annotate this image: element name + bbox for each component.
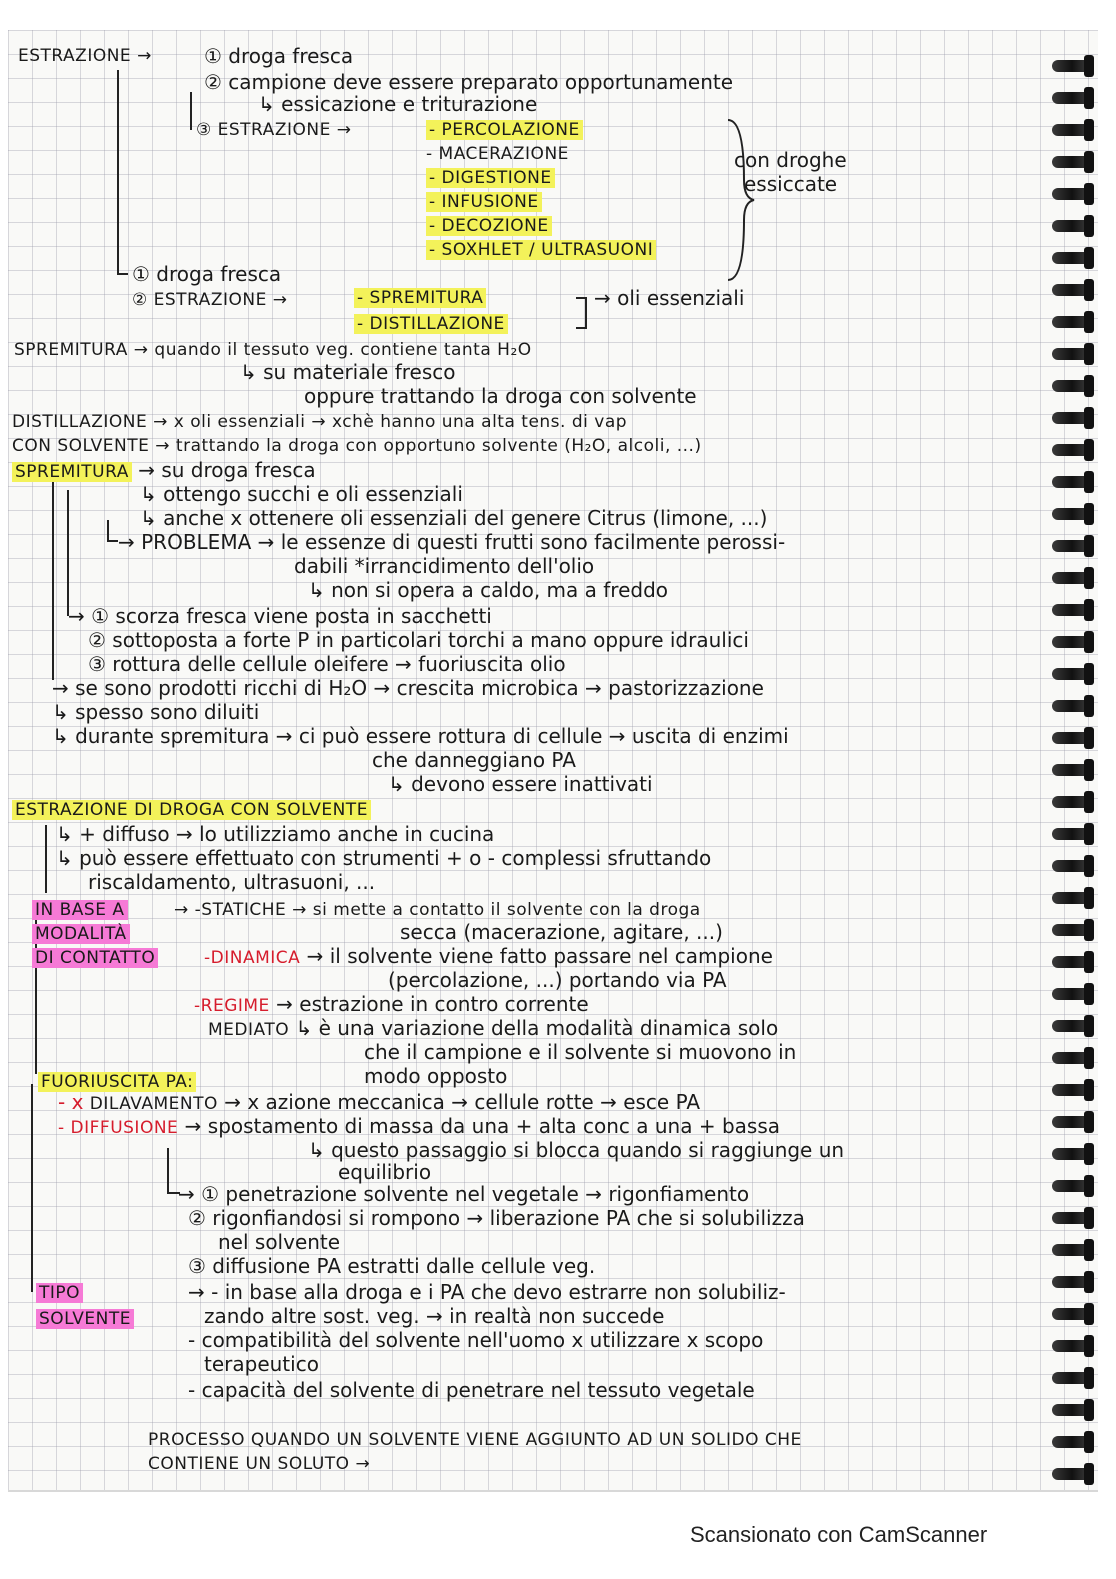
line-droga-fresca-2: ① droga fresca bbox=[132, 262, 282, 286]
line-estrazione-2: ② ESTRAZIONE → bbox=[132, 290, 288, 310]
notebook-page bbox=[8, 30, 1098, 1492]
line-equilibrio: equilibrio bbox=[338, 1160, 432, 1184]
note-con-droghe: con droghe bbox=[734, 148, 847, 172]
line-non-opera: ↳ non si opera a caldo, ma a freddo bbox=[308, 578, 668, 602]
line-in-base-droga: → - in base alla droga e i PA che devo estrarre non solubiliz- bbox=[188, 1280, 786, 1304]
heading-estrazione-solvente: ESTRAZIONE DI DROGA CON SOLVENTE bbox=[12, 798, 371, 822]
item-distillazione: - DISTILLAZIONE bbox=[354, 312, 508, 336]
note-oli-essenziali: → oli essenziali bbox=[594, 286, 745, 310]
item-digestione: - DIGESTIONE bbox=[426, 166, 555, 190]
line-modo-opposto: modo opposto bbox=[364, 1064, 508, 1088]
line-compatibilita: - compatibilità del solvente nell'uomo x utilizzare x scopo bbox=[188, 1328, 764, 1352]
line-rigonfiandosi: ② rigonfiandosi si rompono → liberazione PA che si solubilizza bbox=[188, 1206, 805, 1230]
line-se-sono: → se sono prodotti ricchi di H₂O → crescita microbica → pastorizzazione bbox=[52, 676, 764, 700]
line-estrazione: ESTRAZIONE → bbox=[18, 46, 152, 66]
line-questo-passaggio: ↳ questo passaggio si blocca quando si raggiunge un bbox=[308, 1138, 845, 1162]
line-regime: -REGIME → estrazione in contro corrente bbox=[194, 992, 589, 1016]
line-anche: ↳ anche x ottenere oli essenziali del genere Citrus (limone, ...) bbox=[140, 506, 768, 530]
line-con-solvente-def: CON SOLVENTE → trattando la droga con opportuno solvente (H₂O, alcoli, ...) bbox=[12, 436, 702, 456]
line-mediato: MEDIATO ↳ è una variazione della modalità dinamica solo bbox=[208, 1016, 779, 1040]
line-dilavamento: - x DILAVAMENTO → x azione meccanica → cellule rotte → esce PA bbox=[58, 1090, 701, 1114]
line-droga-fresca-1: ① droga fresca bbox=[204, 44, 354, 68]
line-ottengo: ↳ ottengo succhi e oli essenziali bbox=[140, 482, 463, 506]
line-sottoposta: ② sottoposta a forte P in particolari torchi a mano oppure idraulici bbox=[88, 628, 749, 652]
line-riscaldamento: riscaldamento, ultrasuoni, ... bbox=[88, 870, 376, 894]
item-percolazione: - PERCOLAZIONE bbox=[426, 118, 583, 142]
line-terapeutico: terapeutico bbox=[204, 1352, 319, 1376]
line-oppure: oppure trattando la droga con solvente bbox=[304, 384, 697, 408]
scanner-watermark: Scansionato con CamScanner bbox=[690, 1522, 988, 1547]
line-problema: → PROBLEMA → le essenze di questi frutti sono facilmente perossi- bbox=[118, 530, 786, 554]
label-in-base-modalita: IN BASE A MODALITÀ DI CONTATTO bbox=[32, 898, 158, 970]
line-spesso: ↳ spesso sono diluiti bbox=[52, 700, 260, 724]
line-penetrazione: → ① penetrazione solvente nel vegetale → rigonfiamento bbox=[178, 1182, 750, 1206]
item-infusione: - INFUSIONE bbox=[426, 190, 542, 214]
line-su-materiale: ↳ su materiale fresco bbox=[240, 360, 456, 384]
line-estrazione-3: ③ ESTRAZIONE → bbox=[196, 120, 352, 140]
line-dinamica: -DINAMICA → il solvente viene fatto passare nel campione bbox=[204, 944, 773, 968]
line-secca: secca (macerazione, agitare, ...) bbox=[400, 920, 723, 944]
line-dabili: dabili *irrancidimento dell'olio bbox=[294, 554, 595, 578]
line-distillazione-def: DISTILLAZIONE → x oli essenziali → xchè hanno una alta tens. di vap bbox=[12, 412, 628, 432]
line-processo: PROCESSO QUANDO UN SOLVENTE VIENE AGGIUNTO AD UN SOLIDO CHE bbox=[148, 1430, 802, 1450]
line-campione: ② campione deve essere preparato opportunamente bbox=[204, 70, 734, 94]
line-che-danneggiano: che danneggiano PA bbox=[372, 748, 576, 772]
line-percolazione-portando: (percolazione, ...) portando via PA bbox=[388, 968, 727, 992]
label-fuoriuscita: FUORIUSCITA PA: bbox=[38, 1070, 196, 1094]
line-spremitura-head: SPREMITURA → su droga fresca bbox=[12, 458, 316, 484]
line-devono: ↳ devono essere inattivati bbox=[388, 772, 653, 796]
label-tipo-solvente: TIPO SOLVENTE bbox=[36, 1280, 134, 1332]
item-decozione: - DECOZIONE bbox=[426, 214, 552, 238]
line-statiche: → -STATICHE → si mette a contatto il solvente con la droga bbox=[174, 900, 701, 920]
item-macerazione: - MACERAZIONE bbox=[426, 144, 569, 164]
line-capacita: - capacità del solvente di penetrare nel tessuto vegetale bbox=[188, 1378, 755, 1402]
line-nel-solvente: nel solvente bbox=[218, 1230, 341, 1254]
line-essicazione: ↳ essicazione e triturazione bbox=[258, 92, 538, 116]
line-che-il-campione: che il campione e il solvente si muovono in bbox=[364, 1040, 797, 1064]
item-spremitura: - SPREMITURA bbox=[354, 286, 486, 310]
line-contiene: CONTIENE UN SOLUTO → bbox=[148, 1454, 371, 1474]
line-zando: zando altre sost. veg. → in realtà non succede bbox=[204, 1304, 665, 1328]
item-soxhlet: - SOXHLET / ULTRASUONI bbox=[426, 238, 656, 262]
line-diffusione-pa: ③ diffusione PA estratti dalle cellule veg. bbox=[188, 1254, 596, 1278]
line-spremitura-def: SPREMITURA → quando il tessuto veg. contiene tanta H₂O bbox=[14, 340, 532, 360]
line-scorza: → ① scorza fresca viene posta in sacchetti bbox=[68, 604, 492, 628]
note-essiccate: essiccate bbox=[744, 172, 838, 196]
line-diffuso: ↳ + diffuso → lo utilizziamo anche in cucina bbox=[56, 822, 495, 846]
line-puo-essere: ↳ può essere effettuato con strumenti + o - complessi sfruttando bbox=[56, 846, 712, 870]
line-durante: ↳ durante spremitura → ci può essere rottura di cellule → uscita di enzimi bbox=[52, 724, 789, 748]
line-rottura: ③ rottura delle cellule oleifere → fuoriuscita olio bbox=[88, 652, 566, 676]
line-diffusione: - DIFFUSIONE → spostamento di massa da una + alta conc a una + bassa bbox=[58, 1114, 780, 1138]
